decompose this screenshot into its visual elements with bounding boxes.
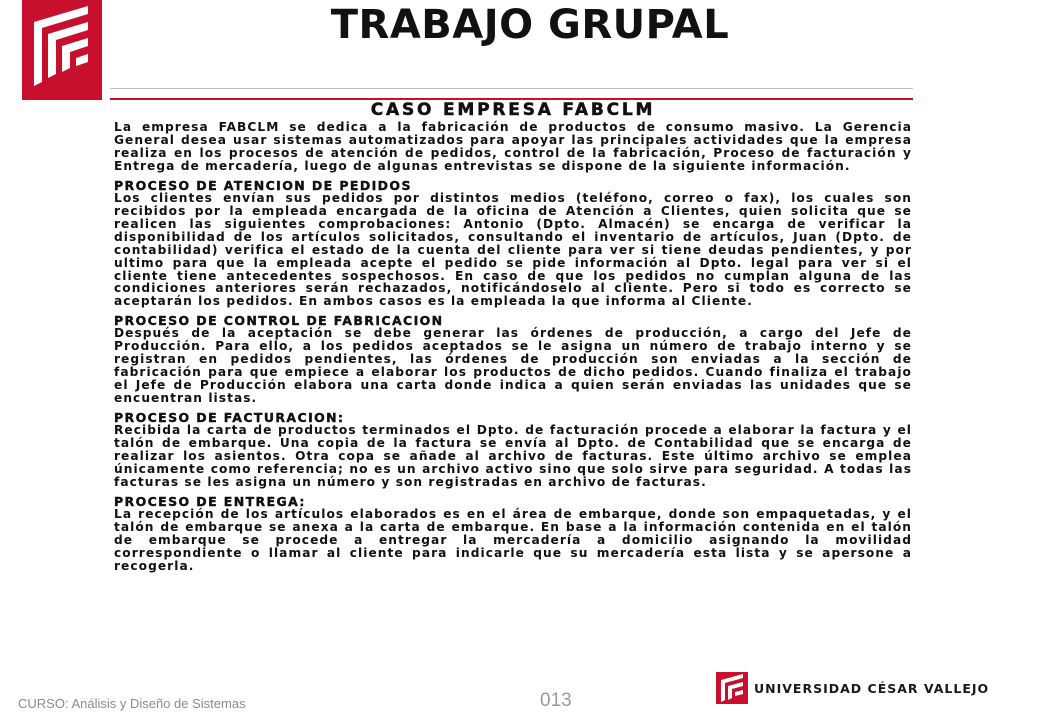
section-heading-entrega: PROCESO DE ENTREGA: bbox=[114, 493, 306, 509]
section-body-atencion: Los clientes envían sus pedidos por distintos medios (teléfono, correo o fax), los cuales son recibidos por la empleada encargada de la oficina de Atención a Clientes, quien solicita que se realicen las siguientes comprobaciones: Antonio (Dpto. Almacén) se encarga de verificar la disponibilidad de los artículos solicitados, consultando el inventario de artículos, Juan (Dpto. de contabilidad) verifica el estado de la cuenta del cliente para ver si tiene deudas pendientes, y por ultimo para que la empleada acepte el pedido se pide información al Dpto. legal para ver si el cliente tiene antecedentes sospechosos. En caso de que los pedidos no cumplan alguna de las condiciones anteriores serán rechazados, notificándoselo al cliente. Pero si todo es correcto se aceptarán los pedidos. En ambos casos es la empleada la que informa al Cliente. bbox=[114, 190, 912, 309]
university-name: UNIVERSIDAD CÉSAR VALLEJO bbox=[754, 681, 990, 696]
university-footer-logo bbox=[716, 672, 990, 704]
section-body-facturacion: Recibida la carta de productos terminados el Dpto. de facturación procede a elaborar la factura y el talón de embarque. Una copia de la factura se envía al Dpto. de Contabilidad que se encarga de realizar los asientos. Otra copa se añade al archivo de facturas. Este último archivo se emplea únicamente como referencia; no es un archivo activo sino que solo sirve para seguridad. A todas las facturas se les asigna un número y son registradas en archivo de facturas. bbox=[114, 423, 912, 489]
case-intro: La empresa FABCLM se dedica a la fabricación de productos de consumo masivo. La Gerencia General desea usar sistemas automatizados para apoyar las principales actividades que la empresa realiza en los procesos de atención de pedidos, control de la fabricación, Proceso de facturación y Entrega de mercadería, luego de algunas entrevistas se dispone de la siguiente información. bbox=[114, 120, 912, 173]
section-body-entrega: La recepción de los artículos elaborados es en el área de embarque, donde son empaquetadas, y el talón de embarque se anexa a la carta de embarque. En base a la información contenida en el talón de embarque se procede a entregar la mercadería a domicilio asignando la movilidad correspondiente o llamar al cliente para indicarle que su mercadería esta lista y se apersone a recogerla. bbox=[114, 506, 912, 573]
slide-title: TRABAJO GRUPAL bbox=[330, 2, 730, 48]
section-heading-atencion: PROCESO DE ATENCION DE PEDIDOS bbox=[114, 177, 412, 193]
university-shield-icon bbox=[716, 672, 748, 704]
page-number: 013 bbox=[540, 690, 572, 711]
section-heading-facturacion: PROCESO DE FACTURACION: bbox=[114, 410, 345, 426]
section-body-fabricacion: Después de la aceptación se debe generar las órdenes de producción, a cargo del Jefe de Producción. Para ello, a los pedidos aceptados se le asigna un número de trabajo interno y se registran en pedidos pendientes, las órdenes de producción son enviadas a la sección de fabricación para que empiece a elaborar los productos de dicho pedidos. Cuando finaliza el trabajo el Jefe de Producción elabora una carta donde indica a quien serán enviadas las unidades que se encuentran listas. bbox=[114, 326, 912, 406]
case-title: CASO EMPRESA FABCLM bbox=[370, 100, 656, 120]
title-divider bbox=[110, 88, 913, 89]
section-heading-fabricacion: PROCESO DE CONTROL DE FABRICACION bbox=[114, 313, 444, 329]
case-study-block bbox=[108, 102, 918, 662]
course-label: CURSO: Análisis y Diseño de Sistemas bbox=[18, 696, 246, 711]
